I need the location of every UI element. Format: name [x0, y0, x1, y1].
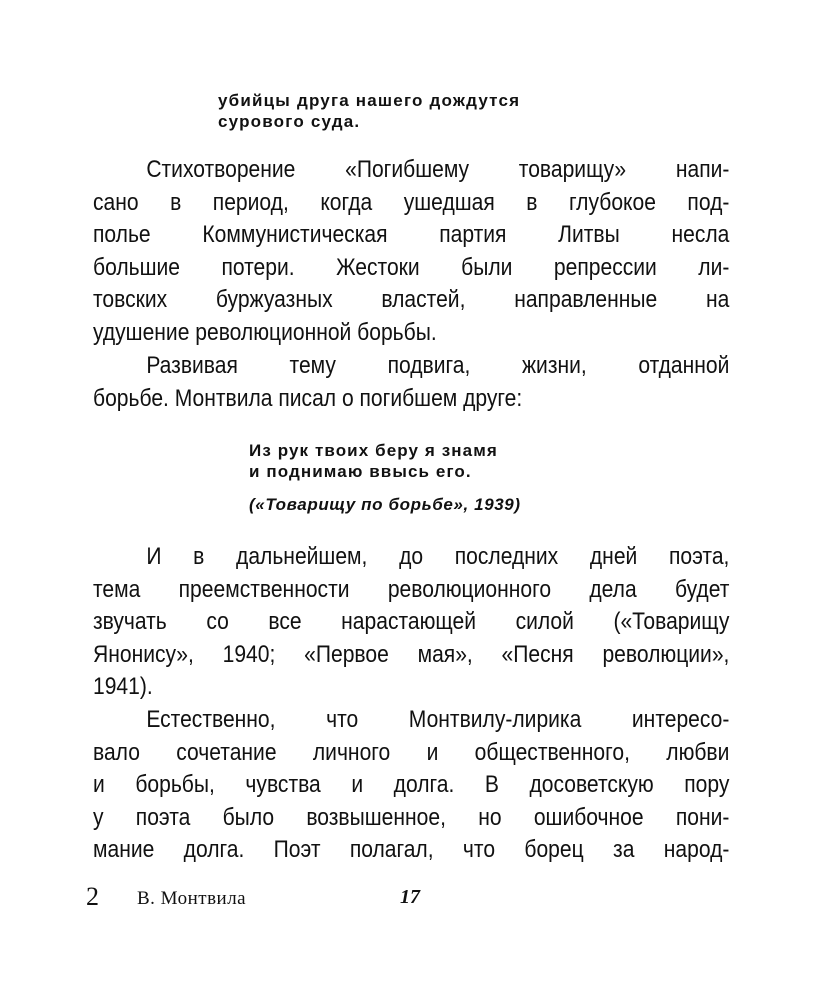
text-line: Янонису», 1940; «Первое мая», «Песня революции», [93, 640, 730, 668]
paragraph-4 [93, 704, 730, 867]
text-line: мание долга. Поэт полагал, что борец за народ- [93, 836, 730, 864]
page-footer [0, 882, 818, 912]
text-line: 1941). [93, 673, 153, 701]
paragraph-2 [93, 350, 730, 415]
text-line: Стихотворение «Погибшему товарищу» напи- [146, 156, 730, 183]
verse-line: и поднимаю ввысь его. [249, 462, 472, 481]
text-line: у поэта было возвышенное, но ошибочное пони- [93, 803, 730, 831]
signature-number: 2 [86, 882, 99, 911]
text-line: большие потери. Жестоки были репрессии ли- [93, 253, 730, 281]
text-line: Естественно, что Монтвилу-лирика интересо- [146, 706, 730, 733]
text-line: Развивая тему подвига, жизни, отданной [146, 352, 730, 379]
text-line: вало сочетание личного и общественного, любви [93, 738, 730, 766]
text-line: звучать со все нарастающей силой («Товарищу [93, 608, 730, 636]
text-line: полье Коммунистическая партия Литвы несла [93, 221, 730, 249]
text-line: сано в период, когда ушедшая в глубокое под- [93, 188, 730, 216]
text-line: товских буржуазных властей, направленные на [93, 286, 730, 314]
text-line: тема преемственности революционного дела будет [93, 575, 730, 603]
paragraph-1 [93, 154, 730, 350]
text-line: борьбе. Монтвила писал о погибшем друге: [93, 384, 523, 412]
quoted-verse [249, 440, 579, 482]
text-line: И в дальнейшем, до последних дней поэта, [146, 543, 730, 570]
paragraph-3 [93, 541, 730, 704]
text-line: удушение революционной борьбы. [93, 318, 437, 346]
verse-line: Из рук твоих беру я знамя [249, 441, 498, 460]
text-line: и борьбы, чувства и долга. В досоветскую пору [93, 771, 730, 799]
quote-source: («Товарищу по борьбе», 1939) [249, 495, 521, 514]
epigraph-verse [218, 90, 598, 132]
verse-line: убийцы друга нашего дождутся [218, 91, 521, 110]
verse-line: сурового суда. [218, 112, 361, 131]
page-number: 17 [400, 886, 420, 908]
signature-title: В. Монтвила [137, 888, 247, 909]
